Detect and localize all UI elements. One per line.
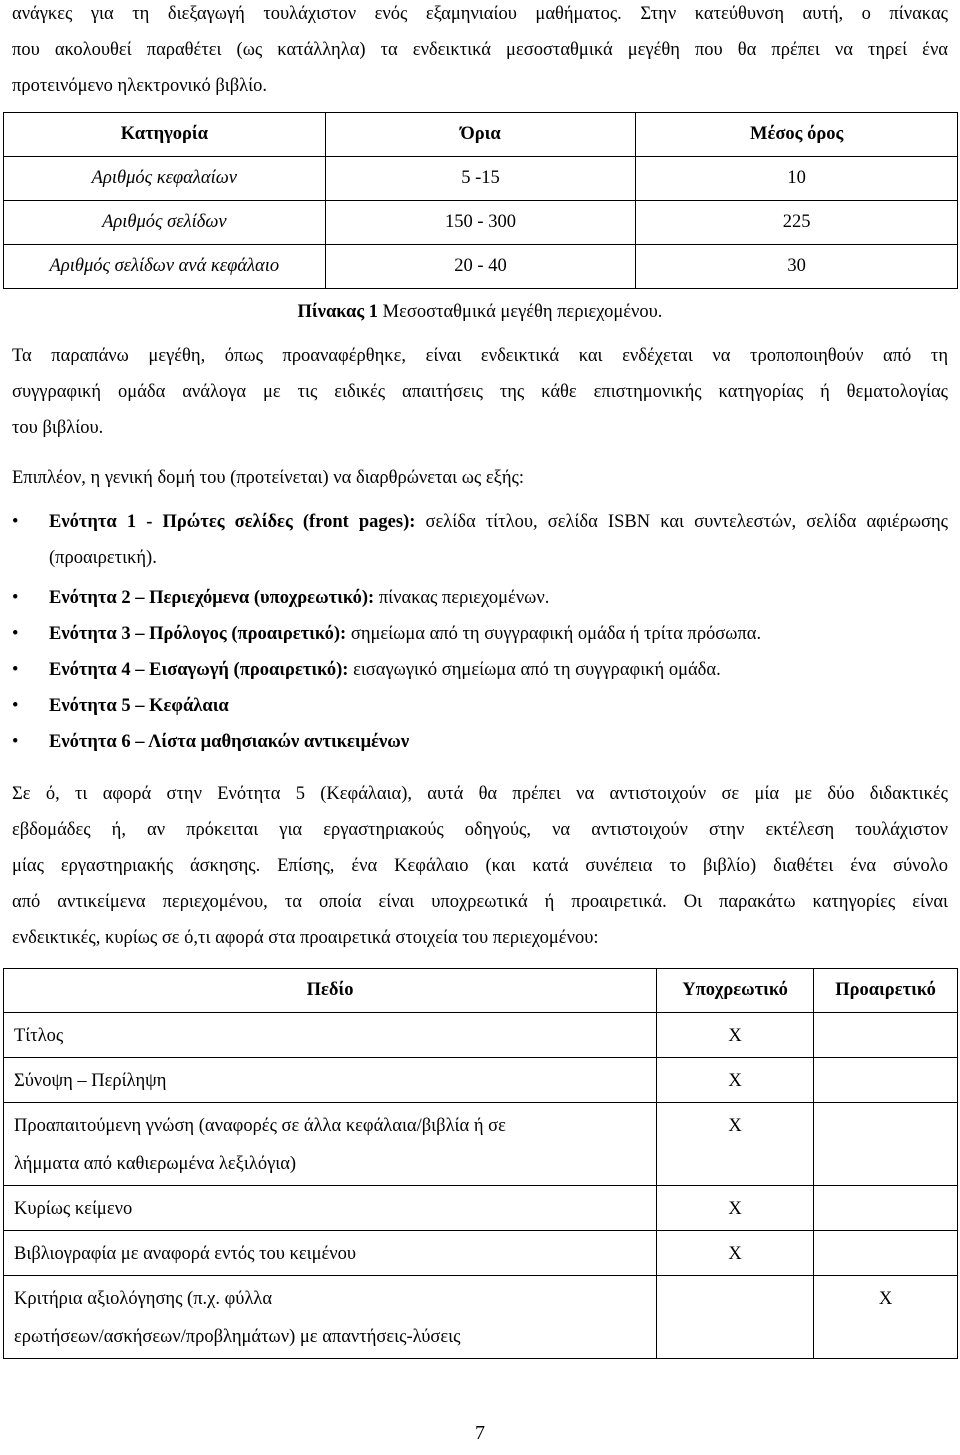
row-optional <box>814 1013 958 1058</box>
para4-line-1: Σε ό, τι αφορά στην Ενότητα 5 (Κεφάλαια), αυτά θα πρέπει να αντιστοιχούν σε μία με δύο διδακτικές <box>12 784 948 804</box>
row-range: 5 -15 <box>325 157 636 201</box>
table-row <box>4 245 958 289</box>
row-optional <box>814 1058 958 1103</box>
header-range: Όρια <box>325 113 636 157</box>
list-item-title: Ενότητα 5 – Κεφάλαια <box>49 696 229 716</box>
structure-list <box>0 504 948 760</box>
para4-line-3: μίας εργαστηριακής άσκησης. Επίσης, ένα Κεφάλαιο (και κατά συνέπεια το βιβλίο) διαθέτει ένα σύνολο <box>12 856 948 876</box>
table-row <box>4 1058 958 1103</box>
row-average: 30 <box>636 245 958 289</box>
row-optional <box>814 1186 958 1231</box>
list-item <box>0 616 948 652</box>
row-field <box>4 1276 657 1359</box>
content-objects-table <box>3 968 958 1359</box>
table-row <box>4 1013 958 1058</box>
structure-intro <box>12 460 948 496</box>
header-optional: Προαιρετικό <box>814 969 958 1013</box>
list-item-text: σελίδα τίτλου, σελίδα ISBN και συντελεστών, σελίδα αφιέρωσης (προαιρετική). <box>49 512 948 568</box>
bullet-icon: • <box>12 588 19 608</box>
bullet-icon: • <box>12 732 19 752</box>
intro-paragraph <box>12 0 948 104</box>
table-row <box>4 157 958 201</box>
field-line-1: Βιβλιογραφία με αναφορά εντός του κειμένου <box>14 1244 357 1264</box>
list-item-title: Ενότητα 6 – Λίστα μαθησιακών αντικειμένων <box>49 732 410 752</box>
row-optional <box>814 1231 958 1276</box>
bullet-icon: • <box>12 696 19 716</box>
caption-label: Πίνακας 1 <box>297 302 379 322</box>
row-optional <box>814 1103 958 1186</box>
intro-line-3: προτεινόμενο ηλεκτρονικό βιβλίο. <box>12 76 267 96</box>
list-item <box>0 652 948 688</box>
para4-line-4: από αντικείμενα περιεχομένου, τα οποία είναι υποχρεωτικά ή προαιρετικά. Οι παρακάτω κατηγορίες είναι <box>12 892 948 912</box>
row-category: Αριθμός σελίδων <box>4 201 326 245</box>
table-caption <box>0 297 960 327</box>
field-line-1: Κριτήρια αξιολόγησης (π.χ. φύλλα <box>14 1289 273 1309</box>
field-line-1: Τίτλος <box>14 1026 64 1046</box>
row-optional: X <box>814 1276 958 1359</box>
row-average: 10 <box>636 157 958 201</box>
para3-text: Επιπλέον, η γενική δομή του (προτείνεται) να διαρθρώνεται ως εξής: <box>12 468 525 488</box>
row-category: Αριθμός σελίδων ανά κεφάλαιο <box>4 245 326 289</box>
page-number: 7 <box>475 1422 485 1444</box>
row-mandatory: X <box>657 1058 814 1103</box>
table-header-row <box>4 113 958 157</box>
field-line-1: Κυρίως κείμενο <box>14 1199 133 1219</box>
field-line-1: Προαπαιτούμενη γνώση (αναφορές σε άλλα κεφάλαια/βιβλία ή σε <box>14 1116 506 1136</box>
table-row <box>4 1231 958 1276</box>
header-category: Κατηγορία <box>4 113 326 157</box>
row-mandatory: X <box>657 1231 814 1276</box>
row-range: 20 - 40 <box>325 245 636 289</box>
para2-line-1: Τα παραπάνω μεγέθη, όπως προαναφέρθηκε, είναι ενδεικτικά και ενδέχεται να τροποποιηθούν από τη <box>12 346 948 366</box>
row-mandatory: X <box>657 1013 814 1058</box>
row-average: 225 <box>636 201 958 245</box>
bullet-icon: • <box>12 512 19 532</box>
list-item-text: εισαγωγικό σημείωμα από τη συγγραφική ομάδα. <box>348 660 721 680</box>
para2-line-3: του βιβλίου. <box>12 418 104 438</box>
row-field <box>4 1013 657 1058</box>
header-field: Πεδίο <box>4 969 657 1013</box>
row-field <box>4 1231 657 1276</box>
header-average: Μέσος όρος <box>636 113 958 157</box>
caption-text: Μεσοσταθμικά μεγέθη περιεχομένου. <box>378 302 663 322</box>
bullet-icon: • <box>12 660 19 680</box>
row-field <box>4 1103 657 1186</box>
field-line-1: Σύνοψη – Περίληψη <box>14 1071 167 1091</box>
field-line-2: ερωτήσεων/ασκήσεων/προβλημάτων) με απαντήσεις-λύσεις <box>14 1327 461 1347</box>
table-row <box>4 1276 958 1359</box>
intro-line-1: ανάγκες για τη διεξαγωγή τουλάχιστον ενός εξαμηνιαίου μαθήματος. Στην κατεύθυνση αυτή, ο πίνακας <box>12 4 948 24</box>
list-item-text: σημείωμα από τη συγγραφική ομάδα ή τρίτα πρόσωπα. <box>346 624 762 644</box>
list-item-title: Ενότητα 2 – Περιεχόμενα (υποχρεωτικό): <box>49 588 375 608</box>
row-range: 150 - 300 <box>325 201 636 245</box>
list-item-title: Ενότητα 4 – Εισαγωγή (προαιρετικό): <box>49 660 349 680</box>
list-item-text: πίνακας περιεχομένων. <box>374 588 550 608</box>
table-header-row <box>4 969 958 1013</box>
list-item-title: Ενότητα 3 – Πρόλογος (προαιρετικό): <box>49 624 347 644</box>
row-mandatory: X <box>657 1103 814 1186</box>
para4-line-5: ενδεικτικές, κυρίως σε ό,τι αφορά στα προαιρετικά στοιχεία του περιεχομένου: <box>12 928 599 948</box>
row-mandatory: X <box>657 1186 814 1231</box>
sizes-paragraph <box>12 338 948 446</box>
bullet-icon: • <box>12 624 19 644</box>
row-category: Αριθμός κεφαλαίων <box>4 157 326 201</box>
table-row <box>4 1103 958 1186</box>
list-item-title: Ενότητα 1 - Πρώτες σελίδες (front pages): <box>49 512 416 532</box>
field-line-2: λήμματα από καθιερωμένα λεξιλόγια) <box>14 1154 297 1174</box>
row-field <box>4 1058 657 1103</box>
table-row <box>4 201 958 245</box>
list-item <box>0 724 948 760</box>
averages-table <box>3 112 958 289</box>
table-row <box>4 1186 958 1231</box>
para2-line-2: συγγραφική ομάδα ανάλογα με τις ειδικές απαιτήσεις της κάθε επιστημονικής κατηγορίας ή θεματολογίας <box>12 382 948 402</box>
row-field <box>4 1186 657 1231</box>
list-item <box>0 504 948 576</box>
row-mandatory <box>657 1276 814 1359</box>
chapters-paragraph <box>12 776 948 956</box>
para4-line-2: εβδομάδες ή, αν πρόκειται για εργαστηριακούς οδηγούς, να αντιστοιχούν στην εκτέλεση τουλάχιστον <box>12 820 948 840</box>
intro-line-2: που ακολουθεί παραθέτει (ως κατάλληλα) τα ενδεικτικά μεσοσταθμικά μεγέθη που θα πρέπει να τηρεί ένα <box>12 40 948 60</box>
list-item <box>0 580 948 616</box>
header-mandatory: Υποχρεωτικό <box>657 969 814 1013</box>
list-item <box>0 688 948 724</box>
